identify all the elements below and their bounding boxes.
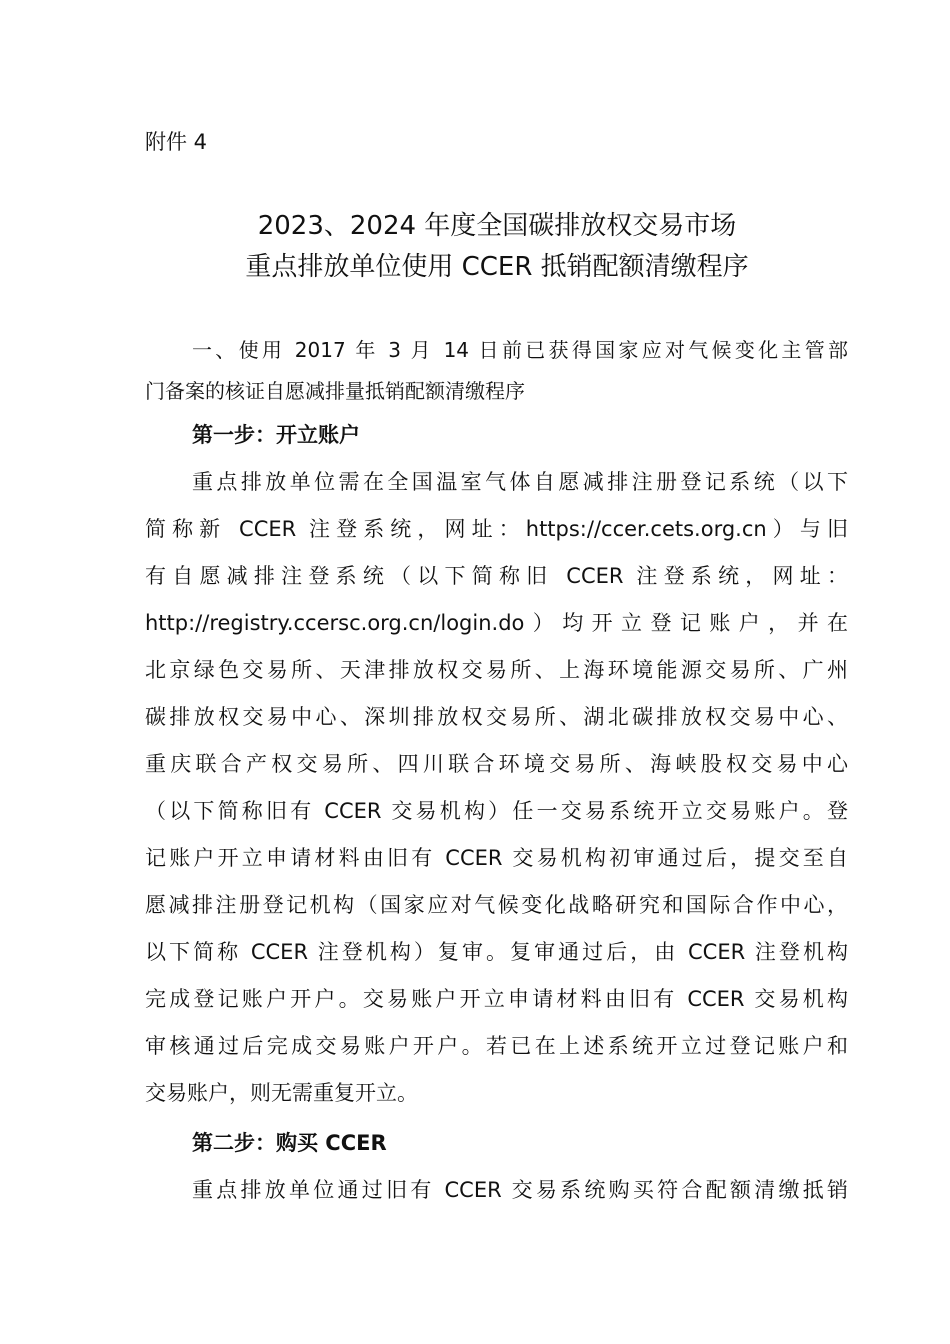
section-heading-line-2: 门备案的核证自愿减排量抵销配额清缴程序	[145, 379, 525, 403]
paragraph-line: 有自愿减排注登系统（以下简称旧 CCER 注登系统，网址：	[145, 564, 848, 588]
paragraph-line: （以下简称旧有 CCER 交易机构）任一交易系统开立交易账户。登	[145, 799, 848, 823]
paragraph-line: http://registry.ccersc.org.cn/login.do）均开立登记账户，并在	[145, 611, 848, 635]
paragraph-line: 愿减排注册登记机构（国家应对气候变化战略研究和国际合作中心，	[145, 893, 848, 917]
step-heading: 第一步：开立账户	[192, 423, 360, 447]
paragraph-line: 完成登记账户开户。交易账户开立申请材料由旧有 CCER 交易机构	[145, 987, 848, 1011]
paragraph-line: 记账户开立申请材料由旧有 CCER 交易机构初审通过后，提交至自	[145, 846, 848, 870]
document-title-line-2: 重点排放单位使用 CCER 抵销配额清缴程序	[245, 252, 749, 282]
paragraph-line: 重庆联合产权交易所、四川联合环境交易所、海峡股权交易中心	[145, 752, 848, 776]
paragraph-line: 北京绿色交易所、天津排放权交易所、上海环境能源交易所、广州	[145, 658, 848, 682]
paragraph-line: 重点排放单位需在全国温室气体自愿减排注册登记系统（以下	[192, 470, 848, 494]
document-title-line-1: 2023、2024 年度全国碳排放权交易市场	[257, 211, 737, 241]
paragraph-line: 交易账户，则无需重复开立。	[145, 1081, 418, 1105]
attachment-label: 附件 4	[145, 130, 208, 154]
paragraph-line: 审核通过后完成交易账户开户。若已在上述系统开立过登记账户和	[145, 1034, 848, 1058]
paragraph-line: 碳排放权交易中心、深圳排放权交易所、湖北碳排放权交易中心、	[145, 705, 848, 729]
paragraph-line: 重点排放单位通过旧有 CCER 交易系统购买符合配额清缴抵销	[192, 1178, 848, 1202]
section-heading-line-1: 一、使用 2017 年 3 月 14 日前已获得国家应对气候变化主管部	[192, 338, 848, 362]
step-heading: 第二步：购买 CCER	[192, 1131, 387, 1155]
paragraph-line: 以下简称 CCER 注登机构）复审。复审通过后，由 CCER 注登机构	[145, 940, 848, 964]
paragraph-line: 简称新 CCER 注登系统，网址：https://ccer.cets.org.cn）与旧	[145, 517, 848, 541]
